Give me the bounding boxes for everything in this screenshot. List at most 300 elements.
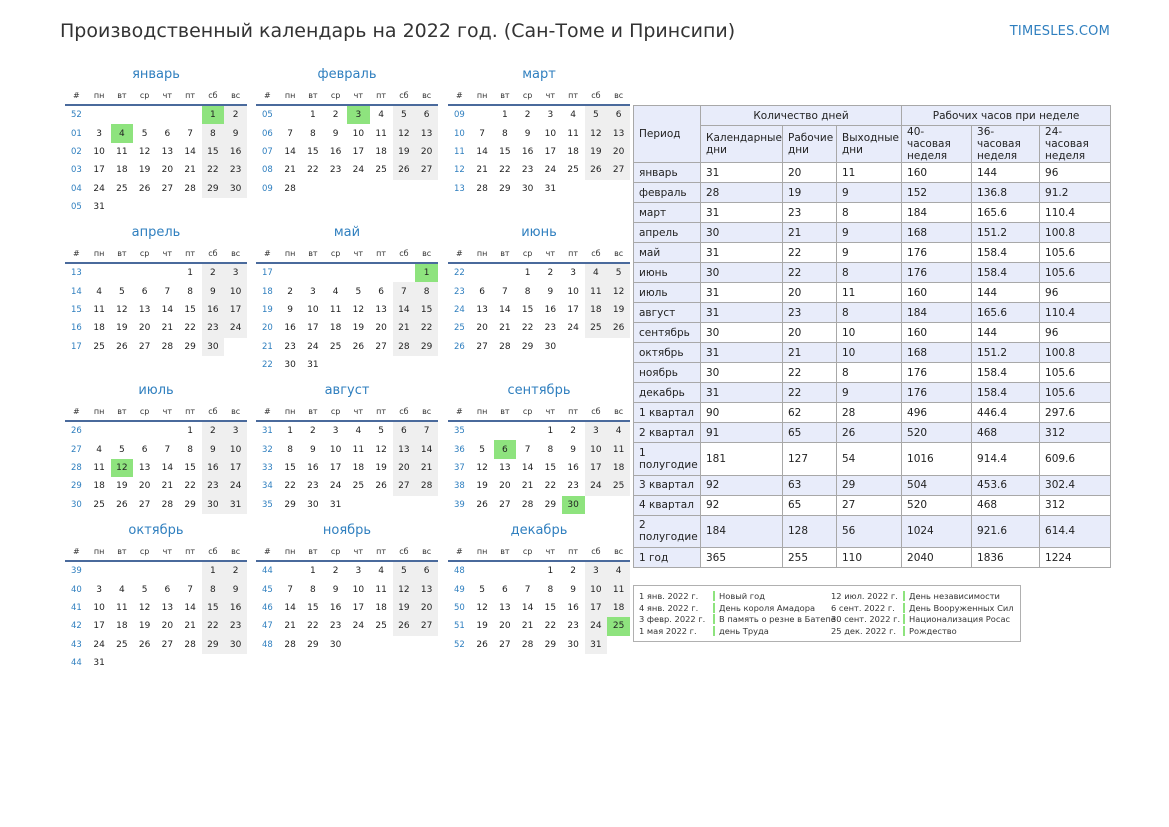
day-cell[interactable]: 6 [415,561,438,580]
day-cell[interactable]: 12 [111,459,134,477]
day-cell[interactable]: 10 [329,444,342,455]
day-cell[interactable]: 11 [329,304,342,315]
day-cell[interactable]: 6 [502,584,508,595]
day-cell[interactable]: 29 [184,499,196,510]
day-cell[interactable]: 5 [355,286,362,297]
day-cell[interactable]: 27 [415,161,438,179]
day-cell[interactable]: 4 [370,105,393,124]
day-cell[interactable]: 19 [352,323,365,334]
day-cell[interactable]: 7 [479,128,485,139]
day-cell[interactable]: 26 [585,161,608,179]
day-cell[interactable]: 24 [585,477,608,495]
day-cell[interactable]: 15 [184,304,196,315]
day-cell[interactable]: 18 [567,146,579,157]
day-cell[interactable]: 20 [161,621,174,632]
site-link[interactable]: TIMESLES.COM [1009,24,1110,39]
day-cell[interactable]: 27 [415,617,438,635]
day-cell[interactable]: 21 [499,323,511,334]
day-cell[interactable]: 9 [524,128,531,139]
day-cell[interactable]: 9 [570,584,576,595]
day-cell[interactable]: 17 [329,462,342,473]
day-cell[interactable]: 20 [138,481,151,492]
day-cell[interactable]: 7 [187,584,193,595]
day-cell[interactable]: 19 [393,599,416,617]
day-cell[interactable]: 28 [393,338,416,356]
day-cell[interactable]: 6 [479,286,485,297]
day-cell[interactable]: 20 [375,323,387,334]
day-cell[interactable]: 30 [284,360,296,371]
day-cell[interactable]: 2 [202,421,225,440]
day-cell[interactable]: 3 [96,584,102,595]
day-cell[interactable]: 12 [607,282,630,300]
day-cell[interactable]: 24 [544,165,557,176]
day-cell[interactable]: 17 [224,301,247,319]
day-cell[interactable]: 12 [585,124,608,142]
day-cell[interactable]: 12 [116,304,128,315]
day-cell[interactable]: 28 [161,499,174,510]
day-cell[interactable]: 1 [202,105,225,124]
day-cell[interactable]: 29 [284,499,296,510]
day-cell[interactable]: 7 [287,128,293,139]
day-cell[interactable]: 2 [324,105,347,124]
day-cell[interactable]: 21 [284,165,296,176]
day-cell[interactable]: 24 [352,165,365,176]
day-cell[interactable]: 17 [352,602,365,613]
day-cell[interactable]: 29 [499,183,511,194]
day-cell[interactable]: 23 [544,323,557,334]
day-cell[interactable]: 16 [567,462,579,473]
day-cell[interactable]: 14 [521,462,534,473]
day-cell[interactable]: 26 [393,617,416,635]
day-cell[interactable]: 15 [521,304,534,315]
day-cell[interactable]: 5 [393,105,416,124]
day-cell[interactable]: 31 [329,499,342,510]
day-cell[interactable]: 4 [96,444,102,455]
day-cell[interactable]: 23 [307,481,319,492]
day-cell[interactable]: 28 [184,183,196,194]
day-cell[interactable]: 15 [544,602,557,613]
day-cell[interactable]: 12 [352,304,365,315]
day-cell[interactable]: 21 [521,621,534,632]
day-cell[interactable]: 3 [347,561,370,580]
day-cell[interactable]: 2 [224,561,247,580]
day-cell[interactable]: 30 [521,183,534,194]
day-cell[interactable]: 26 [138,639,151,650]
day-cell[interactable]: 25 [375,165,387,176]
day-cell[interactable]: 18 [116,621,128,632]
day-cell[interactable]: 5 [479,444,485,455]
day-cell[interactable]: 25 [116,183,128,194]
day-cell[interactable]: 15 [202,599,225,617]
day-cell[interactable]: 16 [224,599,247,617]
day-cell[interactable]: 28 [184,639,196,650]
day-cell[interactable]: 25 [116,639,128,650]
day-cell[interactable]: 19 [375,462,387,473]
day-cell[interactable]: 5 [607,263,630,282]
day-cell[interactable]: 18 [607,459,630,477]
day-cell[interactable]: 20 [393,459,416,477]
day-cell[interactable]: 12 [138,146,151,157]
day-cell[interactable]: 25 [93,341,105,352]
day-cell[interactable]: 16 [224,143,247,161]
day-cell[interactable]: 15 [307,146,319,157]
day-cell[interactable]: 11 [352,444,365,455]
day-cell[interactable]: 9 [332,584,339,595]
day-cell[interactable]: 10 [307,304,319,315]
day-cell[interactable]: 8 [547,584,554,595]
day-cell[interactable]: 26 [476,639,488,650]
day-cell[interactable]: 3 [96,128,102,139]
day-cell[interactable]: 29 [544,499,557,510]
day-cell[interactable]: 8 [547,444,554,455]
day-cell[interactable]: 27 [161,183,174,194]
day-cell[interactable]: 8 [310,128,316,139]
day-cell[interactable]: 22 [415,319,438,337]
day-cell[interactable]: 9 [202,282,225,300]
day-cell[interactable]: 28 [476,183,488,194]
day-cell[interactable]: 20 [138,323,151,334]
day-cell[interactable]: 11 [116,602,128,613]
day-cell[interactable]: 15 [284,462,296,473]
day-cell[interactable]: 27 [499,499,511,510]
day-cell[interactable]: 1 [302,105,325,124]
day-cell[interactable]: 11 [375,128,387,139]
day-cell[interactable]: 12 [476,462,488,473]
day-cell[interactable]: 29 [544,639,557,650]
day-cell[interactable]: 19 [116,323,128,334]
day-cell[interactable]: 5 [393,561,416,580]
day-cell[interactable]: 5 [119,444,125,455]
day-cell[interactable]: 8 [187,286,193,297]
day-cell[interactable]: 3 [562,263,585,282]
day-cell[interactable]: 14 [161,462,174,473]
day-cell[interactable]: 1 [539,561,562,580]
day-cell[interactable]: 8 [415,282,438,300]
day-cell[interactable]: 30 [562,496,585,514]
day-cell[interactable]: 30 [567,639,579,650]
day-cell[interactable]: 17 [352,146,365,157]
day-cell[interactable]: 27 [607,161,630,179]
day-cell[interactable]: 28 [284,639,296,650]
day-cell[interactable]: 21 [476,165,488,176]
day-cell[interactable]: 30 [202,496,225,514]
day-cell[interactable]: 27 [138,499,151,510]
day-cell[interactable]: 7 [524,584,531,595]
day-cell[interactable]: 24 [307,341,319,352]
day-cell[interactable]: 6 [141,286,148,297]
day-cell[interactable]: 8 [202,580,225,598]
day-cell[interactable]: 4 [585,263,608,282]
day-cell[interactable]: 13 [415,580,438,598]
day-cell[interactable]: 22 [307,165,319,176]
day-cell[interactable]: 28 [284,183,296,194]
day-cell[interactable]: 13 [161,146,174,157]
day-cell[interactable]: 18 [352,462,365,473]
day-cell[interactable]: 9 [547,286,554,297]
day-cell[interactable]: 31 [224,496,247,514]
day-cell[interactable]: 12 [375,444,387,455]
day-cell[interactable]: 5 [119,286,125,297]
day-cell[interactable]: 25 [375,621,387,632]
day-cell[interactable]: 10 [585,440,608,458]
day-cell[interactable]: 12 [393,580,416,598]
day-cell[interactable]: 14 [284,146,296,157]
day-cell[interactable]: 18 [93,481,105,492]
day-cell[interactable]: 11 [116,146,128,157]
day-cell[interactable]: 22 [202,161,225,179]
day-cell[interactable]: 4 [607,421,630,440]
day-cell[interactable]: 29 [307,639,319,650]
day-cell[interactable]: 7 [187,128,193,139]
day-cell[interactable]: 13 [161,602,174,613]
day-cell[interactable]: 11 [607,580,630,598]
day-cell[interactable]: 22 [544,481,557,492]
day-cell[interactable]: 13 [138,462,151,473]
day-cell[interactable]: 6 [141,444,148,455]
day-cell[interactable]: 31 [585,636,608,654]
day-cell[interactable]: 8 [187,444,193,455]
day-cell[interactable]: 4 [607,561,630,580]
day-cell[interactable]: 9 [224,580,247,598]
day-cell[interactable]: 25 [352,481,365,492]
day-cell[interactable]: 23 [284,341,296,352]
day-cell[interactable]: 26 [393,161,416,179]
day-cell[interactable]: 31 [93,202,105,213]
day-cell[interactable]: 30 [202,338,225,356]
day-cell[interactable]: 5 [479,584,485,595]
day-cell[interactable]: 8 [310,584,316,595]
day-cell[interactable]: 30 [544,341,557,352]
day-cell[interactable]: 14 [415,440,438,458]
day-cell[interactable]: 11 [375,584,387,595]
day-cell[interactable]: 27 [161,639,174,650]
day-cell[interactable]: 4 [111,124,134,142]
day-cell[interactable]: 4 [119,584,125,595]
day-cell[interactable]: 21 [393,319,416,337]
day-cell[interactable]: 29 [202,636,225,654]
day-cell[interactable]: 26 [116,341,128,352]
day-cell[interactable]: 27 [393,477,416,495]
day-cell[interactable]: 22 [202,617,225,635]
day-cell[interactable]: 21 [284,621,296,632]
day-cell[interactable]: 24 [93,183,105,194]
day-cell[interactable]: 14 [284,602,296,613]
day-cell[interactable]: 10 [585,580,608,598]
day-cell[interactable]: 27 [499,639,511,650]
day-cell[interactable]: 2 [302,421,325,440]
day-cell[interactable]: 19 [138,165,151,176]
day-cell[interactable]: 7 [164,444,171,455]
day-cell[interactable]: 24 [352,621,365,632]
day-cell[interactable]: 30 [329,639,342,650]
day-cell[interactable]: 22 [184,481,196,492]
day-cell[interactable]: 1 [179,263,202,282]
day-cell[interactable]: 29 [521,341,534,352]
day-cell[interactable]: 19 [393,143,416,161]
day-cell[interactable]: 7 [502,286,508,297]
day-cell[interactable]: 22 [307,621,319,632]
day-cell[interactable]: 29 [202,180,225,198]
day-cell[interactable]: 19 [116,481,128,492]
day-cell[interactable]: 27 [476,341,488,352]
day-cell[interactable]: 28 [521,499,534,510]
day-cell[interactable]: 21 [184,165,196,176]
day-cell[interactable]: 20 [499,481,511,492]
day-cell[interactable]: 23 [329,165,342,176]
day-cell[interactable]: 25 [93,499,105,510]
day-cell[interactable]: 12 [138,602,151,613]
day-cell[interactable]: 31 [93,658,105,669]
day-cell[interactable]: 31 [307,360,319,371]
day-cell[interactable]: 8 [287,444,293,455]
day-cell[interactable]: 15 [499,146,511,157]
day-cell[interactable]: 17 [307,323,319,334]
day-cell[interactable]: 10 [544,128,557,139]
day-cell[interactable]: 29 [184,341,196,352]
day-cell[interactable]: 8 [502,128,508,139]
day-cell[interactable]: 5 [370,421,393,440]
day-cell[interactable]: 1 [539,421,562,440]
day-cell[interactable]: 8 [524,286,531,297]
day-cell[interactable]: 9 [332,128,339,139]
day-cell[interactable]: 10 [93,602,105,613]
day-cell[interactable]: 16 [521,146,534,157]
day-cell[interactable]: 17 [585,599,608,617]
day-cell[interactable]: 6 [494,440,517,458]
day-cell[interactable]: 2 [539,263,562,282]
day-cell[interactable]: 18 [585,301,608,319]
day-cell[interactable]: 10 [352,128,365,139]
day-cell[interactable]: 4 [96,286,102,297]
day-cell[interactable]: 1 [179,421,202,440]
day-cell[interactable]: 4 [562,105,585,124]
day-cell[interactable]: 21 [415,459,438,477]
day-cell[interactable]: 14 [184,602,196,613]
day-cell[interactable]: 3 [585,421,608,440]
day-cell[interactable]: 10 [352,584,365,595]
day-cell[interactable]: 14 [184,146,196,157]
day-cell[interactable]: 17 [93,621,105,632]
day-cell[interactable]: 26 [352,341,365,352]
day-cell[interactable]: 11 [607,440,630,458]
day-cell[interactable]: 15 [202,143,225,161]
day-cell[interactable]: 16 [544,304,557,315]
day-cell[interactable]: 31 [544,183,557,194]
day-cell[interactable]: 2 [324,561,347,580]
day-cell[interactable]: 25 [329,341,342,352]
day-cell[interactable]: 22 [499,165,511,176]
day-cell[interactable]: 24 [585,617,608,635]
day-cell[interactable]: 23 [329,621,342,632]
day-cell[interactable]: 4 [347,421,370,440]
day-cell[interactable]: 2 [562,561,585,580]
day-cell[interactable]: 14 [161,304,174,315]
day-cell[interactable]: 18 [93,323,105,334]
day-cell[interactable]: 10 [93,146,105,157]
day-cell[interactable]: 5 [585,105,608,124]
day-cell[interactable]: 8 [202,124,225,142]
day-cell[interactable]: 1 [302,561,325,580]
day-cell[interactable]: 3 [347,105,370,124]
day-cell[interactable]: 26 [138,183,151,194]
day-cell[interactable]: 13 [476,304,488,315]
day-cell[interactable]: 6 [415,105,438,124]
day-cell[interactable]: 15 [307,602,319,613]
day-cell[interactable]: 1 [494,105,517,124]
day-cell[interactable]: 20 [499,621,511,632]
day-cell[interactable]: 22 [284,481,296,492]
day-cell[interactable]: 4 [332,286,339,297]
day-cell[interactable]: 1 [415,263,438,282]
day-cell[interactable]: 16 [307,462,319,473]
day-cell[interactable]: 23 [521,165,534,176]
day-cell[interactable]: 10 [224,440,247,458]
day-cell[interactable]: 21 [184,621,196,632]
day-cell[interactable]: 7 [415,421,438,440]
day-cell[interactable]: 13 [415,124,438,142]
day-cell[interactable]: 5 [141,128,148,139]
day-cell[interactable]: 17 [544,146,557,157]
day-cell[interactable]: 28 [415,477,438,495]
day-cell[interactable]: 2 [224,105,247,124]
day-cell[interactable]: 27 [375,341,387,352]
day-cell[interactable]: 18 [329,323,342,334]
day-cell[interactable]: 27 [138,341,151,352]
day-cell[interactable]: 13 [499,602,511,613]
day-cell[interactable]: 16 [329,146,342,157]
day-cell[interactable]: 21 [161,323,174,334]
day-cell[interactable]: 22 [521,323,534,334]
day-cell[interactable]: 14 [521,602,534,613]
day-cell[interactable]: 16 [329,602,342,613]
day-cell[interactable]: 25 [585,319,608,337]
day-cell[interactable]: 10 [567,286,579,297]
day-cell[interactable]: 11 [585,282,608,300]
day-cell[interactable]: 9 [570,444,576,455]
day-cell[interactable]: 23 [224,617,247,635]
day-cell[interactable]: 14 [499,304,511,315]
day-cell[interactable]: 20 [607,143,630,161]
day-cell[interactable]: 28 [499,341,511,352]
day-cell[interactable]: 6 [607,105,630,124]
day-cell[interactable]: 16 [567,602,579,613]
day-cell[interactable]: 21 [161,481,174,492]
day-cell[interactable]: 16 [284,323,296,334]
day-cell[interactable]: 13 [499,462,511,473]
day-cell[interactable]: 16 [202,301,225,319]
day-cell[interactable]: 7 [287,584,293,595]
day-cell[interactable]: 9 [202,440,225,458]
day-cell[interactable]: 23 [224,161,247,179]
day-cell[interactable]: 17 [224,459,247,477]
day-cell[interactable]: 3 [224,263,247,282]
day-cell[interactable]: 13 [138,304,151,315]
day-cell[interactable]: 12 [393,124,416,142]
day-cell[interactable]: 11 [567,128,579,139]
day-cell[interactable]: 2 [202,263,225,282]
day-cell[interactable]: 2 [516,105,539,124]
day-cell[interactable]: 20 [476,323,488,334]
day-cell[interactable]: 14 [476,146,488,157]
day-cell[interactable]: 22 [544,621,557,632]
day-cell[interactable]: 12 [476,602,488,613]
day-cell[interactable]: 5 [141,584,148,595]
day-cell[interactable]: 7 [164,286,171,297]
day-cell[interactable]: 1 [516,263,539,282]
day-cell[interactable]: 7 [524,444,531,455]
day-cell[interactable]: 15 [415,301,438,319]
day-cell[interactable]: 17 [585,459,608,477]
